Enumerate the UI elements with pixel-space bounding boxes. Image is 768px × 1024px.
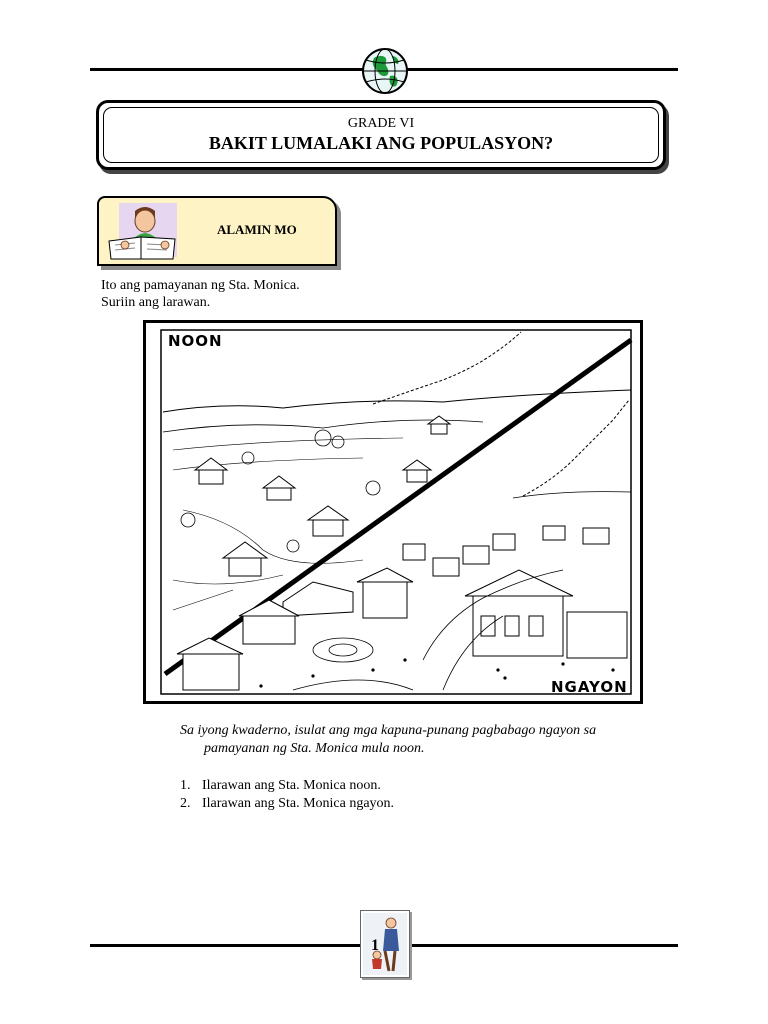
task-list: [180, 777, 394, 813]
instruction-text: [180, 722, 640, 758]
list-item-text: Ilarawan ang Sta. Monica ngayon.: [202, 796, 395, 811]
grade-label: GRADE VI: [347, 116, 415, 131]
page-number-badge: [360, 910, 410, 978]
section-tab-alamin-mo: [97, 196, 337, 266]
noon-ngayon-illustration: [143, 320, 643, 704]
list-item-number: 2.: [180, 796, 191, 811]
page-title: BAKIT LUMALAKI ANG POPULASYON?: [208, 133, 554, 153]
list-item-number: 1.: [180, 778, 191, 793]
section-label: ALAMIN MO: [217, 222, 297, 237]
instruction-line-1: Sa iyong kwaderno, isulat ang mga kapuna-punang pagbabago ngayon sa: [180, 723, 597, 738]
label-noon: NOON: [168, 332, 223, 350]
instruction-line-2: pamayanan ng Sta. Monica mula noon.: [204, 741, 425, 756]
reading-person-icon: [105, 201, 185, 263]
child-with-adult-icon: [361, 911, 409, 977]
label-ngayon: NGAYON: [551, 678, 628, 696]
list-item: [180, 777, 394, 795]
list-item-text: Ilarawan ang Sta. Monica noon.: [202, 778, 381, 793]
intro-line-2: Suriin ang larawan.: [101, 295, 211, 310]
list-item: [180, 795, 394, 813]
intro-line-1: Ito ang pamayanan ng Sta. Monica.: [101, 278, 300, 293]
page-number: 1: [371, 937, 379, 954]
intro-text: [101, 277, 300, 311]
title-box: [96, 100, 666, 170]
globe-icon: [360, 46, 410, 96]
